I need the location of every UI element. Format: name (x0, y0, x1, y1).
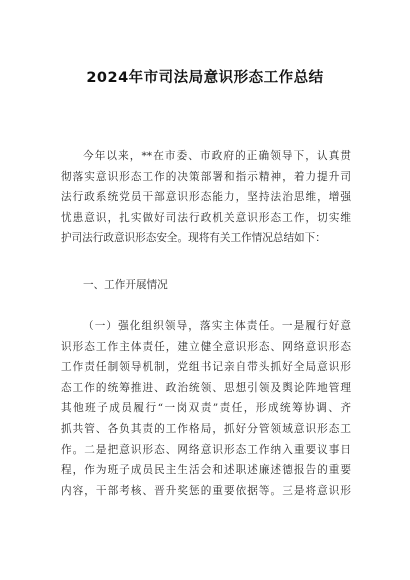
section-heading: 一、工作开展情况 (83, 279, 168, 291)
paragraph-line: 彻落实意识形态工作的决策部署和指示精神，着力提升司 (61, 170, 351, 183)
paragraph-line: 抓共管、各负其责的工作格局，抓好分管领域意识形态工 (61, 422, 351, 435)
paragraph-line: 忧患意识，扎实做好司法行政机关意识形态工作，切实维 (61, 211, 351, 224)
intro-paragraph (61, 146, 351, 249)
paragraph-line: 作。二是把意识形态、网络意识形态工作纳入重要议事日 (61, 443, 351, 456)
paragraph-line: 态工作的统筹推进、政治统领、思想引领及舆论阵地管理 (61, 381, 351, 394)
paragraph-line: （一）强化组织领导，落实主体责任。一是履行好意 (83, 320, 351, 332)
paragraph-line: 今年以来，**在市委、市政府的正确领导下，认真贯 (83, 150, 351, 162)
body-paragraph (61, 316, 351, 501)
paragraph-line: 程，作为班子成员民主生活会和述职述廉述德报告的重要 (61, 464, 351, 477)
paragraph-line: 其他班子成员履行“一岗双责”责任，形成统筹协调、齐 (61, 402, 351, 415)
document-title: 2024年市司法局意识形态工作总结 (86, 70, 324, 86)
paragraph-line: 护司法行政意识形态安全。现将有关工作情况总结如下： (61, 232, 326, 245)
paragraph-line: 法行政系统党员干部意识形态能力，坚持法治思维，增强 (61, 191, 351, 204)
paragraph-line: 工作责任制领导机制，党组书记亲自带头抓好全局意识形 (61, 361, 351, 374)
paragraph-line: 识形态工作主体责任，建立健全意识形态、网络意识形态 (61, 340, 351, 353)
paragraph-line: 内容，干部考核、晋升奖惩的重要依据等。三是将意识形 (61, 484, 351, 497)
